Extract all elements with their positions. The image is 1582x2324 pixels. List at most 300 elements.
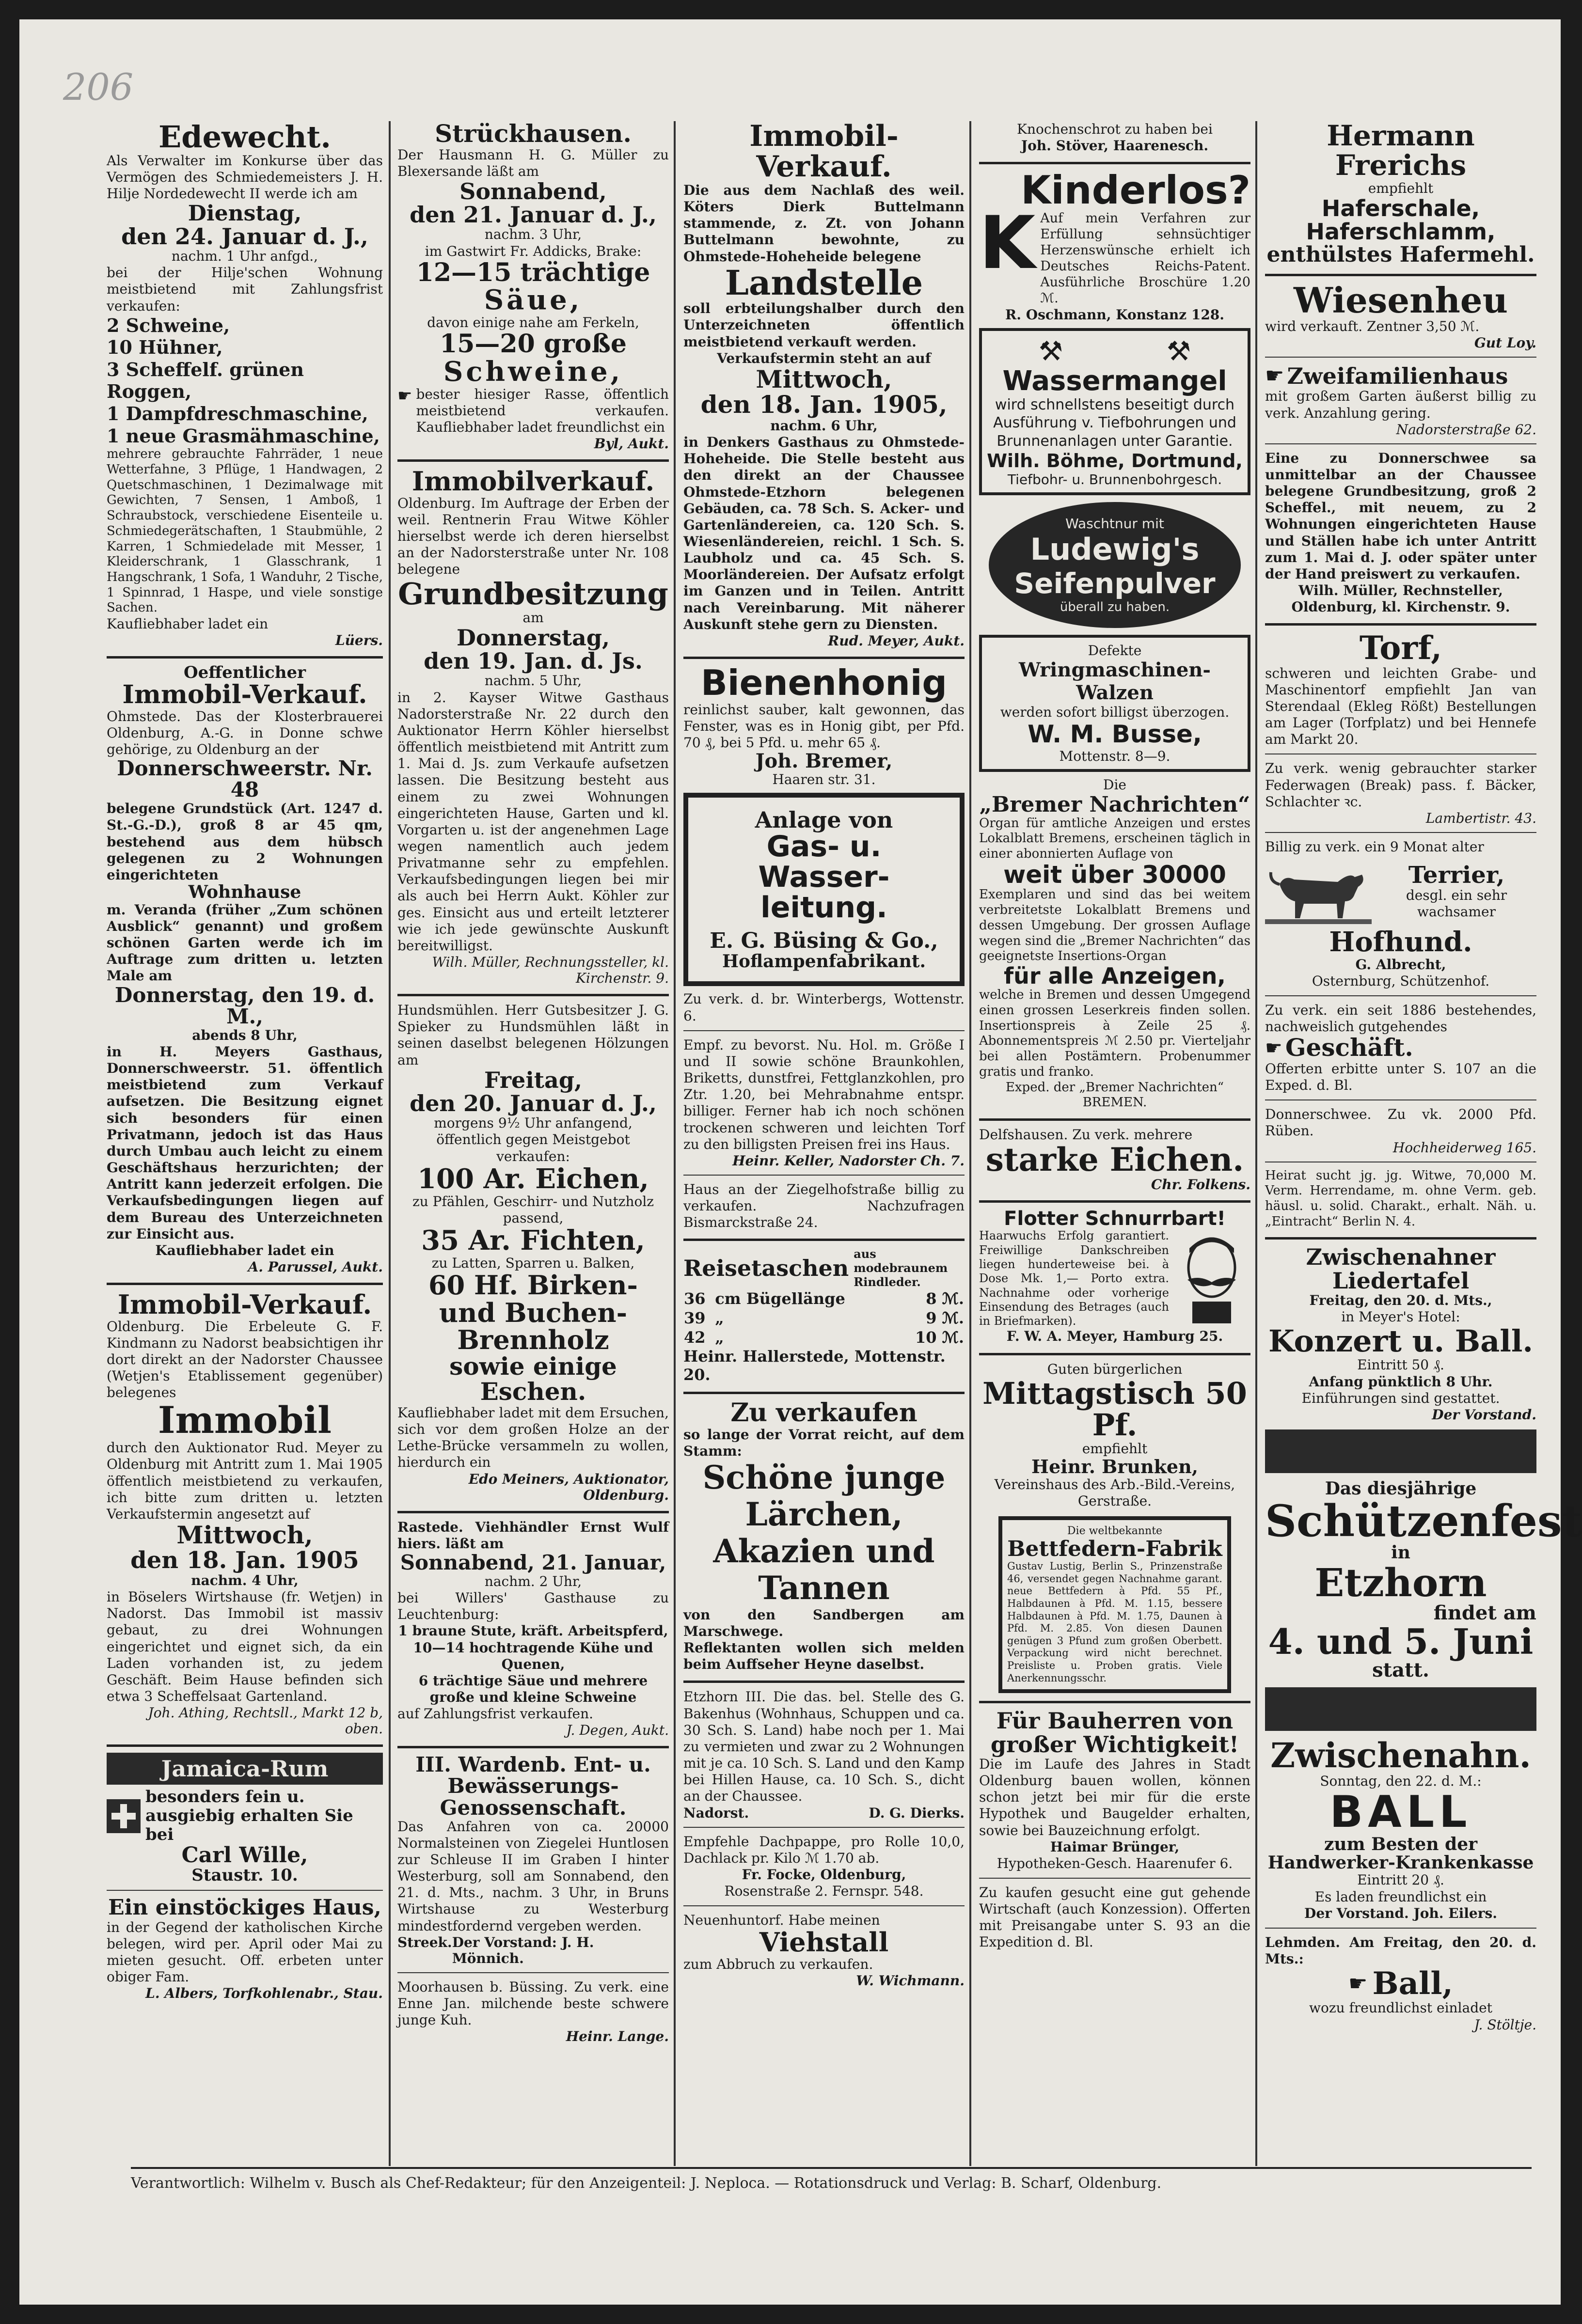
ad-text: wird verkauft. Zentner 3,50 ℳ.	[1265, 318, 1480, 335]
ad-address: Donnerschweerstr. Nr. 48	[117, 756, 373, 802]
ad-item: Haferschale,	[1321, 195, 1480, 221]
divider	[1265, 274, 1536, 276]
table-cell: 39	[684, 1309, 706, 1328]
ad-text: Etzhorn III. Die das. bel. Stelle des G. Bakenhus (Wohnhaus, Schuppen und ca. 30 Sch. S. Land) habe noch per 1. Mai zu vermieten und zwar zu 2 Wohnungen mit je ca. 10 Sch. S. Land und den Kamp bei Hillen Hause, ca. 10 Sch. S., dicht an der Chaussee.	[683, 1689, 965, 1805]
ad-text: im Gastwirt Fr. Addicks, Brake:	[425, 243, 642, 259]
list-item: 3 Scheffelf. grünen Roggen,	[107, 358, 304, 403]
table-row	[683, 1308, 965, 1328]
ad-text: Das Anfahren von ca. 20000 Normalsteinen von Ziegelei Huntlosen zur Schleuse II im Graben I hinter Westerburg, soll am Sonnabend, den 21. d. Mts., nachm. 3 Uhr, in Bruns Wirtshause zu Westerburg mindestfordernd vergeben werden.	[397, 1818, 669, 1934]
ad-title: Immobilverkauf.	[411, 466, 655, 497]
ad-text: Organ für amtliche Anzeigen und erstes Lokalblatt Bremens, erscheinen täglich in einer abonnierten Auflage von	[979, 816, 1250, 862]
ad-text: Empfehle Dachpappe, pro Rolle 10,0, Dachlack pr. Kilo ℳ 1.70 ab.	[683, 1833, 965, 1866]
column-3	[683, 121, 965, 2166]
ad-text: Auf mein Verfahren zur Erfüllung sehnsüchtiger Herzenswünsche erhielt ich Deutsches Reichs-Patent. Ausführliche Broschüre 1.20 ℳ.	[1040, 211, 1250, 306]
ad-kicker: Die	[1103, 777, 1126, 793]
ad-date: 4. und 5. Juni	[1268, 1621, 1534, 1663]
column-2	[397, 121, 669, 2166]
ad-signature: Der Vorstand. Joh. Eilers.	[1304, 1905, 1497, 1921]
ad-title: Ein einstöckiges Haus,	[108, 1895, 381, 1920]
ad-subtitle: aus modebraunem Rindleder.	[854, 1247, 948, 1289]
divider	[1265, 623, 1536, 626]
ad-headline: Seifenpulver	[1014, 567, 1216, 600]
divider	[1265, 995, 1536, 996]
ad-headline: 35 Ar. Fichten,	[421, 1224, 645, 1256]
divider	[397, 1511, 669, 1513]
ad-signature: Wilh. Müller, Rechnsteller, Oldenburg, kl. Kirchenstr. 9.	[1291, 582, 1510, 615]
ad-kicker: Guten bürgerlichen	[1047, 1361, 1183, 1377]
ad-title: Wringmaschinen-Walzen	[1018, 659, 1211, 705]
ad-text: reinlichst sauber, kalt gewonnen, das Fenster, was es in Honig gibt, per Pfd. 70 ₰, bei 5 Pfd. u. mehr 65 ₰.	[683, 701, 965, 751]
ad-headline: Geschäft.	[1285, 1033, 1413, 1062]
divider	[979, 1701, 1250, 1703]
table-cell: 8 ℳ.	[926, 1289, 964, 1308]
ad-headline: 60 Hf. Birken- und Buchen-Brennholz	[428, 1269, 638, 1356]
ad-text: empfiehlt	[1368, 180, 1434, 196]
ad-text: werden sofort billigst überzogen.	[1000, 704, 1230, 721]
ad-text: Rastede. Viehhändler Ernst Wulf hiers. läßt am	[397, 1519, 669, 1552]
ad-address: Rosenstraße 2. Fernspr. 548.	[724, 1883, 924, 1899]
ad-text: bester hiesiger Rasse, öffentlich meistbietend verkaufen. Kaufliebhaber ladet freundlichst ein	[416, 386, 669, 435]
divider	[107, 1890, 383, 1891]
table-row	[683, 1289, 965, 1308]
ad-text: desgl. ein sehr wachsamer	[1406, 887, 1507, 920]
ad-signature: J. Degen, Aukt.	[566, 1722, 669, 1739]
ad-headline: Immobil	[158, 1398, 332, 1442]
ad-text: zum Besten der Handwerker-Krankenkasse	[1267, 1834, 1534, 1873]
column-rule	[674, 121, 676, 2166]
ad-signature: A. Parussel, Aukt.	[248, 1258, 383, 1275]
ad-title: Bettfedern-Fabrik	[1007, 1537, 1222, 1562]
ad-date: den 21. Januar d. J.,	[410, 202, 657, 228]
list-item: 10—14 hochtragende Kühe und Quenen,	[413, 1639, 653, 1672]
wassermangel-ad	[979, 328, 1250, 495]
ad-text: Zu verk. ein seit 1886 bestehendes, nachweislich gutgehendes	[1265, 1002, 1536, 1035]
ad-time: Anfang pünktlich 8 Uhr.	[1309, 1373, 1493, 1390]
ad-text: zu Latten, Sparren u. Balken,	[431, 1255, 635, 1271]
column-1	[107, 121, 383, 2166]
ad-text: Kaufliebhaber ladet mit dem Ersuchen, sich vor dem großen Holze an der Lethe-Brücke versammeln zu wollen, hierdurch ein	[397, 1404, 669, 1471]
divider	[107, 1744, 383, 1747]
ad-headline: Konzert u. Ball.	[1268, 1323, 1533, 1359]
ad-headline: Etzhorn	[1314, 1560, 1487, 1606]
ad-headline: Säue,	[484, 284, 583, 316]
ad-text: schweren und leichten Grabe- und Maschinentorf empfiehlt Jan van Sterendaal (Ekleg Rößt) Bestellungen am Lager (Torfplatz) und bei Hennefe am Markt 20.	[1265, 665, 1536, 748]
ad-time: nachm. 3 Uhr,	[484, 226, 582, 243]
ad-title: Wassermangel	[1002, 365, 1227, 397]
ad-text: empfiehlt	[1082, 1440, 1148, 1457]
divider	[1265, 1099, 1536, 1100]
table-cell: 42	[684, 1328, 706, 1347]
ad-address: Vereinshaus des Arb.-Bild.-Vereins, Gerstraße.	[994, 1476, 1235, 1509]
ad-headline: Mittagstisch 50 Pf.	[982, 1375, 1247, 1443]
list-item: 6 trächtige Säue und mehrere große und kleine Schweine	[418, 1672, 648, 1706]
table-cell: „	[715, 1328, 724, 1347]
ad-headline: Schöne junge Lärchen, Akazien und Tannen	[702, 1459, 946, 1607]
ad-title: Anlage von	[755, 807, 893, 833]
ad-title: „Bremer Nachrichten“	[979, 792, 1250, 817]
ad-name: Heinr. Brunken,	[1031, 1456, 1198, 1477]
ad-text: mehrere gebrauchte Fahrräder, 1 neue Wetterfahne, 3 Pflüge, 1 Handwagen, 2 Quetschmaschinen, 1 Dezimalwage mit Gewichten, 7 Sensen, 1 Amboß, 1 Schraubstock, verschiedene Eisenteile u. Schmiedegerätschaften, 1 Staubmühle, 2 Karren, 1 Schmiedelade mit Messer, 1 Kleiderschrank, 1 Glasschrank, 1 Hangschrank, 1 Sofa, 1 Wanduhr, 2 Tische, 1 Spinnrad, 1 Haspe, und viele sonstige Sachen.	[107, 447, 383, 615]
ad-headline: Hofhund.	[1329, 926, 1472, 958]
ad-text: Es laden freundlichst ein	[1314, 1888, 1487, 1905]
ad-address: Staustr. 10.	[191, 1865, 298, 1885]
ludewig-soap-oval	[989, 502, 1241, 628]
divider	[107, 1283, 383, 1285]
table-cell: 9 ℳ.	[926, 1309, 964, 1328]
ad-time: nachm. 6 Uhr,	[770, 417, 878, 434]
rum-banner: Jamaica-Rum	[107, 1753, 383, 1785]
ad-text: Zu verk. wenig gebrauchter starker Federwagen (Break) pass. f. Bäcker, Schlachter ꝛc.	[1265, 760, 1536, 810]
ad-signature: Heinr. Hallerstede, Mottenstr. 20.	[683, 1347, 946, 1384]
ad-title: Zweifamilienhaus	[1287, 362, 1508, 389]
ad-text: Neuenhuntorf. Habe meinen	[683, 1912, 880, 1929]
ad-headline: 12—15 trächtige	[416, 257, 650, 287]
ad-time: abends 8 Uhr,	[192, 1027, 298, 1043]
ad-item: Haferschlamm,	[1306, 219, 1496, 245]
imprint-footer: Verantwortlich: Wilhelm v. Busch als Chef-Redakteur; für den Anzeigenteil: J. Neploca. — Rotationsdruck und Verlag: B. Scharf, Oldenburg.	[131, 2175, 1162, 2192]
pointing-hand-icon: ☛	[397, 386, 412, 406]
ad-date: Freitag, den 20. d. Mts.,	[1309, 1292, 1492, 1309]
ad-name: E. G. Büsing & Go.,	[710, 928, 938, 954]
ad-text: Empf. zu bevorst. Nu. Hol. m. Größe I und II sowie schöne Braunkohlen, Briketts, dunstfrei, Fettglanzkohlen, pro Ztr. 1.20, bei Mehrabnahme entspr. billiger. Ferner hab ich noch schönen trockenen schweren und leichten Torf zu den billigsten Preisen frei ins Haus.	[683, 1036, 965, 1152]
divider	[979, 1353, 1250, 1355]
ad-text: Moorhausen b. Büssing. Zu verk. eine Enne Jan. milchende beste schwere junge Kuh.	[397, 1979, 669, 2028]
ad-signature: Nadorsterstraße 62.	[1396, 421, 1536, 438]
ad-text: m. Veranda (früher „Zum schönen Ausblick“ genannt) und großem schönen Garten werde ich im Auftrage zum dritten u. letzten Male am	[107, 901, 383, 984]
ad-address: Haaren str. 31.	[772, 771, 876, 787]
newspaper-page	[19, 19, 1582, 2305]
ad-kicker: Waschtnur mit	[1065, 516, 1164, 532]
ad-text: Einführungen sind gestattet.	[1301, 1390, 1500, 1406]
ad-title: Strückhausen.	[435, 119, 632, 148]
ad-signature: Rud. Meyer, Aukt.	[828, 632, 965, 649]
ad-signature: W. Wichmann.	[856, 1973, 965, 1989]
list-item: 10 Hühner,	[107, 336, 223, 359]
ad-title: Zu verkaufen	[730, 1398, 918, 1428]
ad-headline: Zwischenahn.	[1270, 1735, 1531, 1775]
price-table	[683, 1289, 965, 1347]
ad-headline: 15—20 große	[440, 329, 627, 359]
ad-text: öffentlich gegen Meistgebot verkaufen:	[436, 1131, 630, 1164]
ad-headline: Schweine,	[443, 355, 623, 388]
ad-day: Mittwoch,	[756, 364, 892, 393]
ad-headline: sowie einige Eschen.	[449, 1351, 617, 1406]
list-item: 1 braune Stute, kräft. Arbeitspferd,	[398, 1623, 668, 1639]
ad-text: Heirat sucht jg. jg. Witwe, 70,000 M. Verm. Herrendame, m. ohne Verm. geb. häusl. u. solid. Charakt., erhalt. Näh. u. „Eintracht“ Berlin N. 4.	[1265, 1168, 1536, 1229]
ad-place: Streek.	[397, 1934, 452, 1950]
ad-kicker: Oeffentlicher	[183, 663, 306, 683]
ad-signature: Der Vorstand.	[1432, 1406, 1536, 1423]
ad-text: Die im Laufe des Jahres in Stadt Oldenburg bauen wollen, können schon jetzt bei mir für die erste Hypothek und Baugelder erhalten, sowie bei Bauzeichnung erfolgt.	[979, 1756, 1250, 1838]
ad-signature: L. Albers, Torfkohlenabr., Stau.	[145, 1985, 383, 2002]
ad-headline: für alle Anzeigen,	[1004, 962, 1226, 989]
divider	[1265, 1237, 1536, 1240]
ad-date: Sonnabend, 21. Januar,	[400, 1550, 666, 1574]
ad-time: nachm. 5 Uhr,	[484, 673, 582, 689]
ad-address: Hypotheken-Gesch. Haarenufer 6.	[997, 1855, 1233, 1871]
moustache-portrait-icon	[1173, 1229, 1250, 1326]
ad-text: Kaufliebhaber ladet ein	[107, 616, 269, 632]
divider	[683, 1239, 965, 1241]
ad-date: den 20. Januar d. J.,	[410, 1090, 657, 1117]
decorative-bar	[1265, 1687, 1536, 1731]
divider	[979, 1878, 1250, 1879]
swiss-cross-icon	[107, 1799, 141, 1833]
list-item: 1 neue Grasmähmaschine,	[107, 424, 380, 447]
crossed-hammers-icon: ⚒	[1038, 336, 1063, 368]
ad-text: überall zu haben.	[1060, 600, 1170, 615]
ad-signature: Exped. der „Bremer Nachrichten“ BREMEN.	[1005, 1080, 1224, 1110]
ad-name: Wilh. Böhme, Dortmund,	[987, 450, 1243, 472]
ad-date: den 18. Jan. 1905	[130, 1546, 359, 1574]
divider	[397, 994, 669, 996]
ad-date: den 18. Jan. 1905,	[700, 390, 948, 419]
list-item: 2 Schweine,	[107, 314, 230, 336]
ad-text: durch den Auktionator Rud. Meyer zu Oldenburg mit Antritt zum 1. Mai 1905 öffentlich meistbietend zu verkaufen, ich bitte zum dritten u. letzten Verkaufstermin angesetzt auf	[107, 1440, 383, 1522]
ad-day: Dienstag,	[188, 201, 302, 226]
pointing-hand-icon: ☛	[1348, 1971, 1368, 1996]
divider	[397, 1746, 669, 1748]
ad-text: Delfshausen. Zu verk. mehrere	[979, 1127, 1193, 1143]
ad-headline: Wiesenheu	[1294, 279, 1508, 321]
ad-text: Eintritt 20 ₰.	[1357, 1872, 1444, 1888]
ad-signature: Heinr. Lange.	[566, 2028, 669, 2045]
ad-time: nachm. 4 Uhr,	[191, 1572, 299, 1588]
ad-name: Fr. Focke, Oldenburg,	[742, 1866, 906, 1883]
divider	[683, 1030, 965, 1031]
divider	[1265, 443, 1536, 444]
ad-text: Exemplaren und sind das bei weitem verbreitetste Lokalblatt Bremens und dessen Umgebung. Der grossen Auflage wegen sind die „Bremer Nachrichten“ das geeignetste Insertions-Organ	[979, 887, 1250, 964]
ad-title: Flotter Schnurrbart!	[1004, 1208, 1226, 1230]
ad-text: Oldenburg. Im Auftrage der Erben der weil. Rentnerin Frau Witwe Köhler hierselbst werde ich deren hierselbst an der Nadorsterstraße unter Nr. 108 belegene	[397, 495, 669, 578]
ad-item: enthülstes Hafermehl.	[1266, 242, 1535, 267]
table-cell: 10 ℳ.	[915, 1328, 964, 1347]
ad-headline: BALL	[1329, 1787, 1472, 1838]
ad-signature: Joh. Stöver, Haarenesch.	[1021, 138, 1209, 154]
ad-text: Oldenburg. Die Erbeleute G. F. Kindmann zu Nadorst beabsichtigen ihr dort direkt an der Nadorster Chaussee (Wetjen's Etablissement gegenüber) belegenes	[107, 1318, 383, 1401]
ad-title: Immobil-Verkauf.	[122, 679, 367, 709]
ad-text: in 2. Kayser Witwe Gasthaus Nadorsterstraße Nr. 22 durch den Auktionator Herrn Köhler hierselbst öffentlich meistbietend mit Antritt zum 1. Mai d. Js. zum Verkaufe aufsetzen lassen. Die Besitzung besteht aus einem zu zwei Wohnungen eingerichteten Hause, Garten und kl. Vorgarten u. ist der angenehmen Lage wegen namentlich auch jedem Privatmanne sehr zu empfehlen. Verkaufsbedingungen liegen bei mir als auch bei Herrn Aukt. Köhler zur ges. Einsicht aus und erteilt letzterer wie ich jede gewünschte Auskunft bereitwilligst.	[397, 689, 669, 954]
divider	[1265, 357, 1536, 358]
divider	[397, 459, 669, 462]
ad-name: Joh. Bremer,	[755, 750, 893, 772]
ad-headline: Kinderlos?	[1021, 168, 1250, 213]
ad-title: Zwischenahner Liedertafel	[1306, 1244, 1496, 1294]
ad-text: welche in Bremen und dessen Umgegend einen grossen Leserkreis finden sollen. Insertionspreis à Zeile 25 ₰. Abonnementspreis ℳ 2.50 pr. Vierteljahr bei allen Postämtern. Probenummer gratis und franko.	[979, 988, 1250, 1079]
ad-kicker: Defekte	[1088, 643, 1142, 659]
ad-text: Eintritt 50 ₰.	[1357, 1357, 1444, 1373]
ad-title: Für Bauherren von großer Wichtigkeit!	[990, 1708, 1239, 1758]
table-cell: „	[715, 1309, 724, 1328]
ad-title: Immobil-Verkauf.	[749, 119, 899, 184]
divider	[1265, 1928, 1536, 1929]
ad-text: mit großem Garten äußerst billig zu verk. Anzahlung gering.	[1265, 388, 1536, 421]
ad-text: Als Verwalter im Konkurse über das Vermögen des Schmiedemeisters J. H. Hilje Nordedewecht II werde ich am	[107, 153, 383, 202]
ad-headline: 100 Ar. Eichen,	[417, 1162, 649, 1195]
ad-text: Billig zu verk. ein 9 Monat alter	[1265, 838, 1484, 855]
ad-text: Eine zu Donnerschwee sa unmittelbar an der Chaussee belegene Grundbesitzung, groß 2 Scheffel., mit neuem, zu 2 Wohnungen eingerichteten Hause und Ställen habe ich unter Antritt zum 1. Mai d. J. oder später unter der Hand preiswert zu verkaufen.	[1265, 450, 1536, 582]
ad-text: Zu verk. d. br. Winterbergs, Wottenstr. 6.	[683, 991, 965, 1024]
divider	[683, 1392, 965, 1394]
ad-text: bei Willers' Gasthause zu Leuchtenburg:	[397, 1590, 669, 1623]
gas-water-ad	[683, 793, 965, 986]
ad-text: in der Gegend der katholischen Kirche belegen, wird per. April oder Mai zu mieten gesucht. Off. erbeten unter obiger Fam.	[107, 1919, 383, 1985]
ad-text: so lange der Vorrat reicht, auf dem Stamm:	[683, 1426, 965, 1460]
ad-text: Kaufliebhaber ladet ein	[155, 1242, 334, 1258]
ad-day: Freitag,	[484, 1067, 583, 1093]
ad-text: Lehmden. Am Freitag, den 20. d. Mts.:	[1265, 1934, 1536, 1967]
divider	[683, 657, 965, 659]
ad-text: Hundsmühlen. Herr Gutsbesitzer J. G. Spieker zu Hundsmühlen läßt in seinen daselbst belegenen Hölzungen am	[397, 1002, 669, 1068]
ad-address: Osternburg, Schützenhof.	[1312, 973, 1490, 989]
ad-headline: Terrier,	[1408, 861, 1505, 889]
divider	[397, 1972, 669, 1973]
ad-text: wozu freundlichst einladet	[1309, 2000, 1492, 2016]
ad-text: Knochenschrot zu haben bei	[1017, 121, 1213, 137]
ad-text: belegene Grundstück (Art. 1247 d. St.-G.-D.), groß 8 ar 45 qm, bestehend aus dem hübsch gelegenen zu 2 Wohnungen eingerichteten	[107, 801, 383, 883]
ad-text: Reflektanten wollen sich melden beim Auffseher Heyne daselbst.	[683, 1640, 965, 1673]
ad-text: in Böselers Wirtshause (fr. Wetjen) in Nadorst. Das Immobil ist massiv gebaut, zu drei Wohnungen eingerichtet und eignet sich, da ein Laden vorhanden ist, zu jedem Geschäft. Beim Hause befinden sich etwa 3 Scheffelsaat Gartenland.	[107, 1589, 383, 1704]
ad-place: in Meyer's Hotel:	[1341, 1309, 1460, 1325]
ad-text: statt.	[1372, 1658, 1429, 1681]
ad-text: Der Hausmann H. G. Müller zu Blexersande läßt am	[397, 146, 669, 179]
divider	[683, 1905, 965, 1906]
ad-text: Gustav Lustig, Berlin S., Prinzenstraße 46, versendet gegen Nachnahme garant. neue Bettfedern à Pfd. 55 Pf., Halbdaunen à Pfd. M. 1.15, bessere Halbdaunen à Pfd. M. 1.75, Daunen à Pfd. M. 2.85. Von diesen Daunen genügen 3 Pfund zum großen Oberbett. Verpackung wird nicht berechnet. Preisliste u. Proben gratis. Viele Anerkennungsschr.	[1007, 1560, 1222, 1684]
pointing-hand-icon: ☛	[1265, 363, 1284, 389]
ad-title: Bienenhonig	[701, 662, 947, 703]
divider	[683, 1827, 965, 1828]
ad-name: Carl Wille,	[181, 1843, 308, 1868]
ad-text: wird schnellstens beseitigt durch Ausführung v. Tiefbohrungen und Brunnenanlagen unter Garantie.	[993, 396, 1236, 450]
ad-text: zu Pfählen, Geschirr- und Nutzholz passend,	[412, 1193, 654, 1226]
ad-title: Immobil-Verkauf.	[117, 1288, 372, 1320]
footer-rule	[131, 2167, 1532, 2169]
ad-signature: Chr. Folkens.	[1151, 1177, 1250, 1193]
crossed-hammers-icon: ⚒	[1166, 336, 1191, 368]
ad-address: Mottenstr. 8—9.	[1059, 748, 1171, 765]
wringer-ad	[979, 635, 1250, 772]
ad-headline: Grundbesitzung	[398, 576, 668, 612]
divider	[683, 1175, 965, 1176]
divider	[979, 162, 1250, 164]
ad-text: Zu kaufen gesucht eine gut gehende Wirtschaft (auch Konzession). Offerten mit Preisangabe unter S. 93 an die Expedition d. Bl.	[979, 1884, 1250, 1950]
ad-headline: starke Eichen.	[985, 1141, 1244, 1179]
ad-time: nachm. 2 Uhr,	[484, 1573, 582, 1589]
page-number: 206	[63, 65, 134, 109]
ad-headline: weit über 30000	[1003, 860, 1226, 889]
ad-date: den 19. Jan. d. Js.	[424, 648, 643, 675]
ad-text: zum Abbruch zu verkaufen.	[683, 1956, 873, 1972]
ad-text: bei der Hilje'schen Wohnung meistbietend mit Zahlungsfrist verkaufen:	[107, 265, 383, 314]
dog-icon	[1265, 855, 1372, 928]
ad-text: in Denkers Gasthaus zu Ohmstede-Hoheheide. Die Stelle besteht aus den direkt an der Chaussee Ohmstede-Etzhorn belegenen Gebäuden, ca. 78 Sch. S. Acker- und Gartenländereien, ca. 120 Sch. S. Wiesenländereien, reichl. 1 Sch. S. Laubholz und ca. 45 Sch. S. Moorländereien. Der Aufsatz erfolgt im Ganzen und in Teilen. Antritt nach Vereinbarung. Mit näherer Auskunft stehe gern zu Diensten.	[683, 434, 965, 632]
column-rule	[389, 121, 391, 2166]
ad-title: Edewecht.	[158, 119, 331, 155]
ad-signature: Lüers.	[335, 632, 383, 649]
column-5	[1265, 119, 1582, 2166]
ad-name: G. Albrecht,	[1355, 956, 1446, 973]
ad-text: Donnerschwee. Zu vk. 2000 Pfd. Rüben.	[1265, 1106, 1536, 1139]
ad-signature: Heinr. Keller, Nadorster Ch. 7.	[732, 1152, 965, 1169]
ad-date: den 24. Januar d. J.,	[121, 223, 368, 250]
ad-signature: F. W. A. Meyer, Hamburg 25.	[1006, 1328, 1223, 1345]
ad-place: Nadorst.	[683, 1805, 749, 1821]
ad-text: von den Sandbergen am Marschwege.	[683, 1606, 965, 1639]
ad-text: Die aus dem Nachlaß des weil. Köters Dierk Buttelmann stammende, z. Zt. von Johann Buttelmann bewohnte, zu Ohmstede-Hoheheide belegene	[683, 182, 965, 265]
column-4	[979, 121, 1250, 2166]
ad-kicker: Das diesjährige	[1325, 1478, 1477, 1499]
bettfedern-ad	[998, 1516, 1231, 1693]
ad-time: morgens 9½ Uhr anfangend,	[434, 1115, 633, 1131]
ad-text: soll erbteilungshalber durch den Unterzeichneten öffentlich meistbietend verkauft werden.	[683, 300, 965, 350]
ad-name: Haimar Brünger,	[1050, 1838, 1180, 1855]
ad-date: Sonntag, den 22. d. M.:	[1320, 1773, 1482, 1790]
ad-kicker: Die weltbekannte	[1067, 1525, 1163, 1538]
ad-text: in	[1391, 1542, 1410, 1563]
ad-text: in H. Meyers Gasthaus, Donnerschweerstr. 51. öffentlich meistbietend zum Verkauf aufsetzen. Die Besitzung eignet sich besonders für einen Privatmann, jedoch ist das Haus durch Umbau auch leicht zu einem Geschäftshaus herzurichten; der Antritt kann jederzeit erfolgen. Die Verkaufsbedingungen liegen auf dem Bureau des Unterzeichneten zur Einsicht aus.	[107, 1043, 383, 1242]
ad-title: Reisetaschen	[683, 1255, 849, 1281]
ad-name: W. M. Busse,	[1028, 720, 1202, 749]
initial-letter: K	[979, 201, 1036, 286]
ad-signature: Wilh. Müller, Rechnungssteller, kl. Kirchenstr. 9.	[432, 954, 669, 987]
divider	[1265, 832, 1536, 833]
ad-signature: R. Oschmann, Konstanz 128.	[1005, 306, 1225, 323]
divider	[683, 1680, 965, 1683]
ad-headline: Ludewig's	[1030, 532, 1200, 567]
ad-text: Haarwuchs Erfolg garantiert. Freiwillige Dankschreiben liegen hunderteweise bei. à Dose Mk. 1,— Porto extra. Nachnahme oder vorherige Einsendung des Betrages (auch in Briefmarken).	[979, 1229, 1169, 1328]
ad-text: Verkaufstermin steht an auf	[717, 350, 931, 366]
ad-headline: Torf,	[1359, 629, 1442, 667]
divider	[979, 1118, 1250, 1121]
table-row	[683, 1328, 965, 1347]
ad-signature: Gut Loy.	[1474, 335, 1536, 351]
ad-signature: Edo Meiners, Auktionator, Oldenburg.	[468, 1471, 669, 1503]
ad-title: Hermann Frerichs	[1327, 119, 1475, 182]
ad-date: Donnerstag, den 19. d. M.,	[114, 983, 375, 1028]
list-item: 1 Dampfdreschmaschine,	[107, 403, 368, 425]
ad-signature: D. G. Dierks.	[869, 1805, 965, 1821]
ad-headline: Gas- u. Wasser-	[758, 830, 890, 895]
ad-title: III. Wardenb. Ent- u. Bewässerungs-Genossenschaft.	[415, 1753, 651, 1820]
ad-text: davon einige nahe am Ferkeln,	[427, 314, 639, 331]
table-cell: cm Bügellänge	[715, 1289, 845, 1308]
ad-text: auf Zahlungsfrist verkaufen.	[397, 1706, 594, 1722]
ad-signature: J. Stöltje.	[1474, 2016, 1536, 2033]
ad-text: Offerten erbitte unter S. 107 an die Exped. d. Bl.	[1265, 1060, 1536, 1094]
ad-headline: Ball,	[1372, 1965, 1453, 2002]
ad-headline: Viehstall	[759, 1927, 889, 1958]
ad-signature: Byl, Aukt.	[594, 436, 669, 452]
ad-subtitle: Tiefbohr- u. Brunnenbohrgesch.	[1007, 471, 1222, 488]
ad-signature: Der Vorstand: J. H. Mönnich.	[452, 1934, 594, 1966]
ad-subtitle: Hoflampenfabrikant.	[722, 951, 926, 972]
ad-text: besonders fein u. ausgiebig erhalten Sie bei	[145, 1787, 353, 1845]
decorative-bar	[1265, 1429, 1536, 1473]
ad-signature: Lambertistr. 43.	[1425, 810, 1536, 826]
ad-text: am	[522, 609, 544, 626]
pointing-hand-icon: ☛	[1265, 1036, 1282, 1059]
divider	[979, 1200, 1250, 1203]
ad-day: Sonnabend,	[459, 178, 607, 204]
ad-text: Haus an der Ziegelhofstraße billig zu verkaufen. Nachzufragen Bismarckstraße 24.	[683, 1181, 965, 1231]
ad-headline: Schützenfest	[1265, 1495, 1582, 1547]
ad-day: Donnerstag,	[456, 624, 610, 651]
ad-time: nachm. 1 Uhr anfgd.,	[171, 248, 318, 265]
ad-signature: Joh. Athing, Rechtsll., Markt 12 b, oben.	[148, 1705, 383, 1737]
column-rule	[1255, 121, 1257, 2166]
ad-headline: Landstelle	[725, 262, 923, 303]
ad-signature: Hochheiderweg 165.	[1392, 1139, 1536, 1156]
